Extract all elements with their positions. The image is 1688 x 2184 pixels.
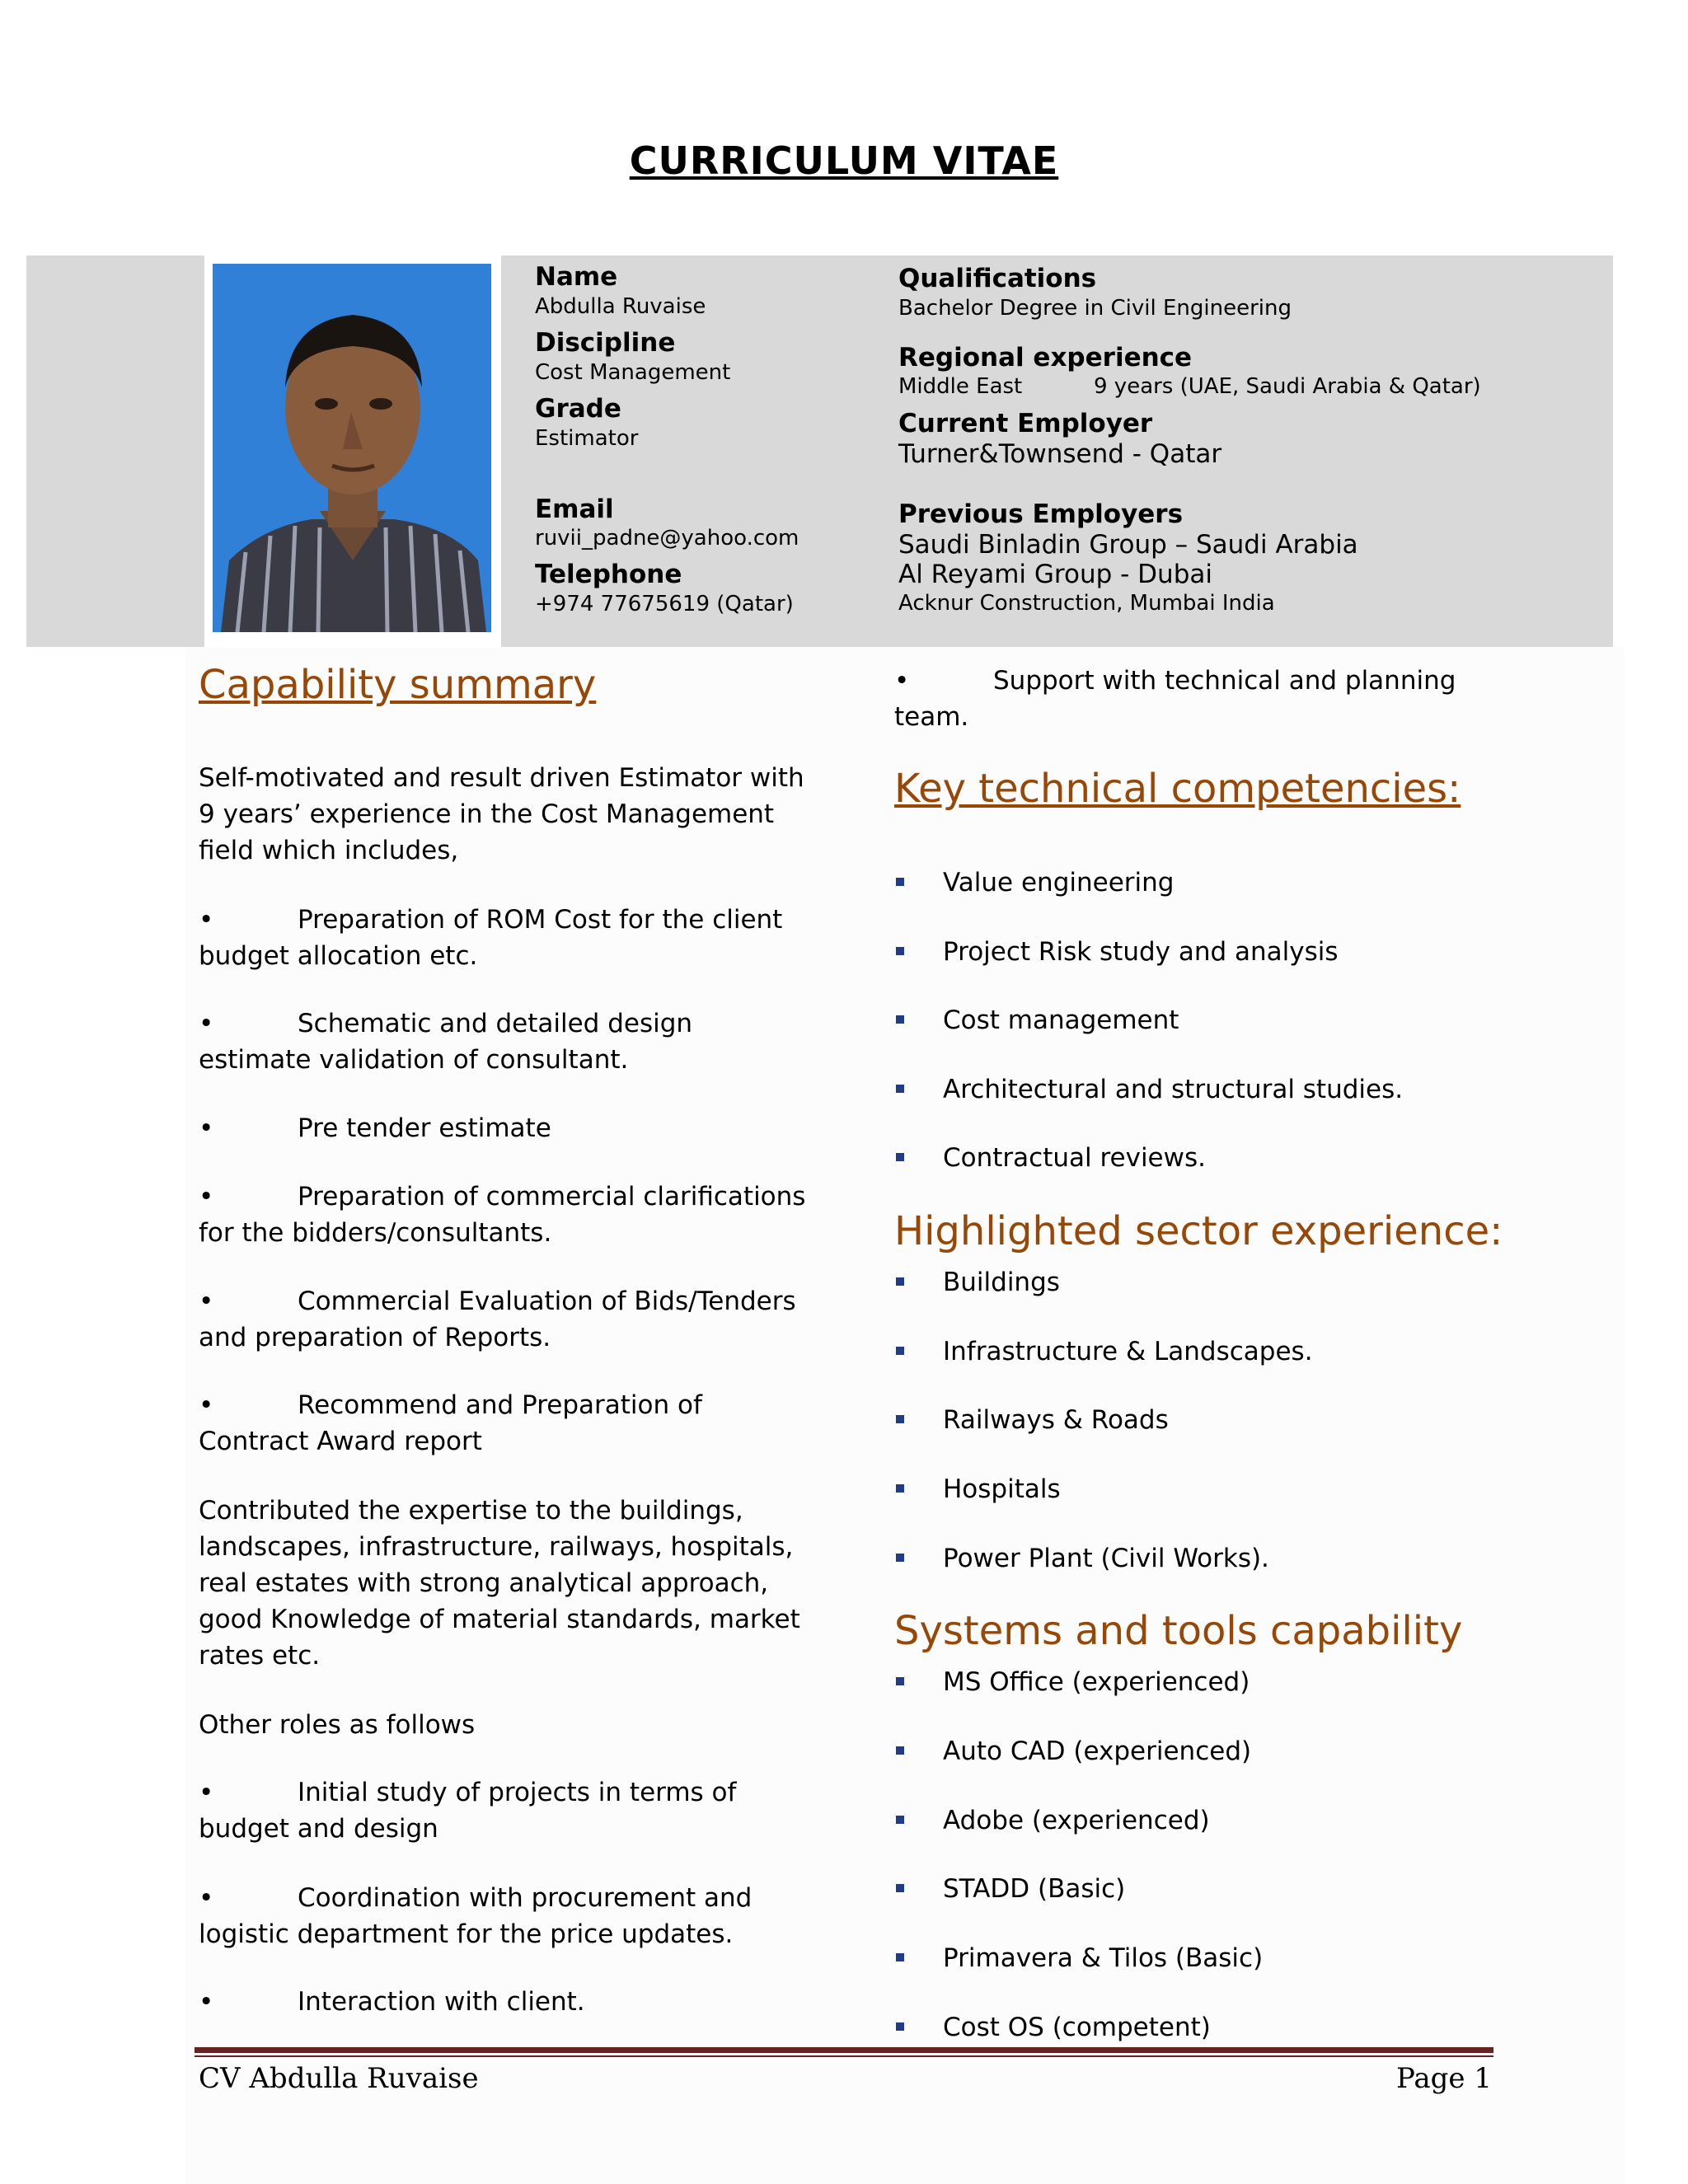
regional-experience-label: Regional experience: [898, 343, 1193, 373]
key-competencies-heading: Key technical competencies:: [894, 766, 1461, 812]
footer-rule: [195, 2047, 1493, 2053]
other-role-bullet: • Interaction with client.: [199, 1984, 809, 2020]
square-bullet-icon: [896, 1677, 904, 1685]
square-bullet-icon: [896, 1884, 904, 1892]
footer-rule-thin: [195, 2055, 1493, 2057]
name-label: Name: [535, 262, 618, 292]
bullet-dot-icon: •: [199, 905, 214, 935]
square-bullet-icon: [896, 1415, 904, 1423]
bullet-dot-icon: •: [199, 1987, 214, 2017]
capability-bullet: • Commercial Evaluation of Bids/Tenders and preparation of Reports.: [199, 1283, 809, 1356]
grade-value: Estimator: [535, 426, 639, 451]
discipline-value: Cost Management: [535, 360, 731, 385]
qualifications-label: Qualifications: [898, 264, 1097, 293]
capability-bullet: • Recommend and Preparation of Contract Award report: [199, 1387, 809, 1460]
other-role-bullet: • Coordination with procurement and logistic department for the price updates.: [199, 1880, 809, 1952]
capability-contributed: Contributed the expertise to the buildings, landscapes, infrastructure, railways, hospitals, real estates with strong analytical approach, good Knowledge of material standards, market rates etc.: [199, 1496, 800, 1671]
current-employer-label: Current Employer: [898, 409, 1153, 438]
bullet-dot-icon: •: [199, 1883, 214, 1913]
square-bullet-icon: [896, 1554, 904, 1562]
square-bullet-icon: [896, 1277, 904, 1286]
systems-tools-heading: Systems and tools capability: [894, 1608, 1463, 1654]
bullet-dot-icon: •: [894, 666, 910, 696]
previous-employer-3: Acknur Construction, Mumbai India: [898, 591, 1275, 616]
bullet-dot-icon: •: [199, 1009, 214, 1038]
square-bullet-icon: [896, 1484, 904, 1493]
qualifications-value: Bachelor Degree in Civil Engineering: [898, 296, 1292, 321]
previous-employers-label: Previous Employers: [898, 499, 1184, 529]
current-employer-value: Turner&Townsend - Qatar: [898, 439, 1222, 469]
square-bullet-icon: [896, 1746, 904, 1755]
email-label: Email: [535, 494, 614, 524]
capability-intro: Self-motivated and result driven Estimator with 9 years’ experience in the Cost Management field which includes,: [199, 763, 804, 865]
square-bullet-icon: [896, 878, 904, 886]
region-years-value: 9 years (UAE, Saudi Arabia & Qatar): [1094, 374, 1481, 399]
bullet-dot-icon: •: [199, 1113, 214, 1143]
bullet-dot-icon: •: [199, 1286, 214, 1316]
capability-bullet: • Preparation of ROM Cost for the client budget allocation etc.: [199, 902, 809, 974]
other-roles-text: Other roles as follows: [199, 1710, 476, 1740]
capability-bullet: • Pre tender estimate: [199, 1110, 809, 1146]
previous-employer-2: Al Reyami Group - Dubai: [898, 560, 1212, 589]
document-title: CURRICULUM VITAE: [629, 138, 1059, 183]
footer-cv-name: CV Abdulla Ruvaise: [199, 2062, 479, 2095]
footer-page-number: Page 1: [1396, 2062, 1492, 2095]
email-value[interactable]: ruvii_padne@yahoo.com: [535, 526, 799, 551]
region-value: Middle East: [898, 374, 1023, 399]
capability-bullet: • Schematic and detailed design estimate validation of consultant.: [199, 1005, 809, 1078]
square-bullet-icon: [896, 2022, 904, 2031]
square-bullet-icon: [896, 1816, 904, 1824]
sector-experience-heading: Highlighted sector experience:: [894, 1208, 1503, 1254]
square-bullet-icon: [896, 1953, 904, 1961]
telephone-value: +974 77675619 (Qatar): [535, 592, 794, 616]
square-bullet-icon: [896, 1153, 904, 1161]
bullet-dot-icon: •: [199, 1390, 214, 1420]
other-role-bullet: • Support with technical and planning team.: [894, 663, 1504, 735]
other-role-bullet: • Initial study of projects in terms of budget and design: [199, 1774, 809, 1847]
grade-label: Grade: [535, 394, 621, 424]
telephone-label: Telephone: [535, 560, 682, 589]
square-bullet-icon: [896, 1085, 904, 1093]
capability-bullet: • Preparation of commercial clarifications for the bidders/consultants.: [199, 1179, 809, 1251]
name-value: Abdulla Ruvaise: [535, 294, 706, 319]
bullet-dot-icon: •: [199, 1182, 214, 1212]
capability-summary-heading: Capability summary: [199, 662, 597, 708]
square-bullet-icon: [896, 1015, 904, 1024]
profile-photo: [213, 264, 491, 632]
discipline-label: Discipline: [535, 328, 676, 358]
previous-employer-1: Saudi Binladin Group – Saudi Arabia: [898, 530, 1358, 560]
square-bullet-icon: [896, 1347, 904, 1355]
square-bullet-icon: [896, 947, 904, 955]
bullet-dot-icon: •: [199, 1778, 214, 1807]
